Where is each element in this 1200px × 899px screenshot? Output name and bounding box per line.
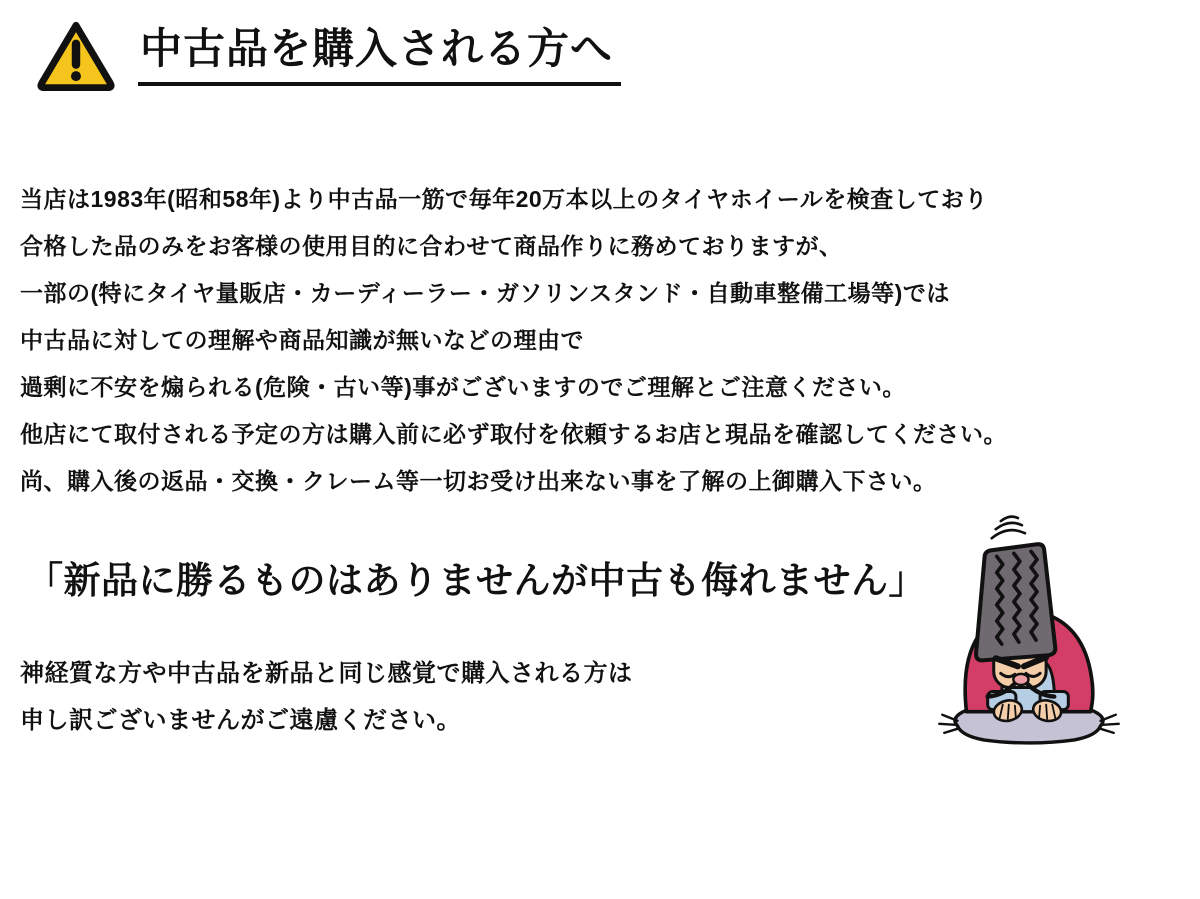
footer-line-1: 神経質な方や中古品を新品と同じ感覚で購入される方は [20,660,633,687]
notice-line-5: 過剰に不安を煽られる(危険・古い等)事がございますのでご理解とご注意ください。 [20,374,906,400]
notice-line-3: 一部の(特にタイヤ量販店・カーディーラー・ガソリンスタンド・自動車整備工場等)では [20,280,950,306]
notice-footer [20,650,780,744]
notice-body [20,176,1080,505]
tire-treads [997,551,1037,644]
footer-line-2: 申し訳ございませんがご遠慮ください。 [20,707,461,734]
notice-line-1: 当店は1983年(昭和58年)より中古品一筋で毎年20万本以上のタイヤホイールを検査しており [20,186,988,212]
notice-line-6: 他店にて取付される予定の方は購入前に必ず取付を依頼するお店と現品を確認してください。 [20,421,1007,447]
page-title: 中古品を購入される方へ [138,26,621,85]
notice-line-2: 合格した品のみをお客様の使用目的に合わせて商品作りに務めておりますが、 [20,233,843,259]
motion-lines-icon [992,517,1025,539]
quote-line: 「新品に勝るものはありませんが中古も侮れません」 [26,560,926,601]
notice-line-7: 尚、購入後の返品・交換・クレーム等一切お受け出来ない事を了解の上御購入下さい。 [20,468,937,494]
warning-triangle-icon [36,20,116,92]
notice-line-4: 中古品に対しての理解や商品知識が無いなどの理由で [20,327,584,353]
header [36,20,621,92]
tire-head-icon [976,544,1055,660]
bowing-tire-man-illustration [933,508,1125,750]
